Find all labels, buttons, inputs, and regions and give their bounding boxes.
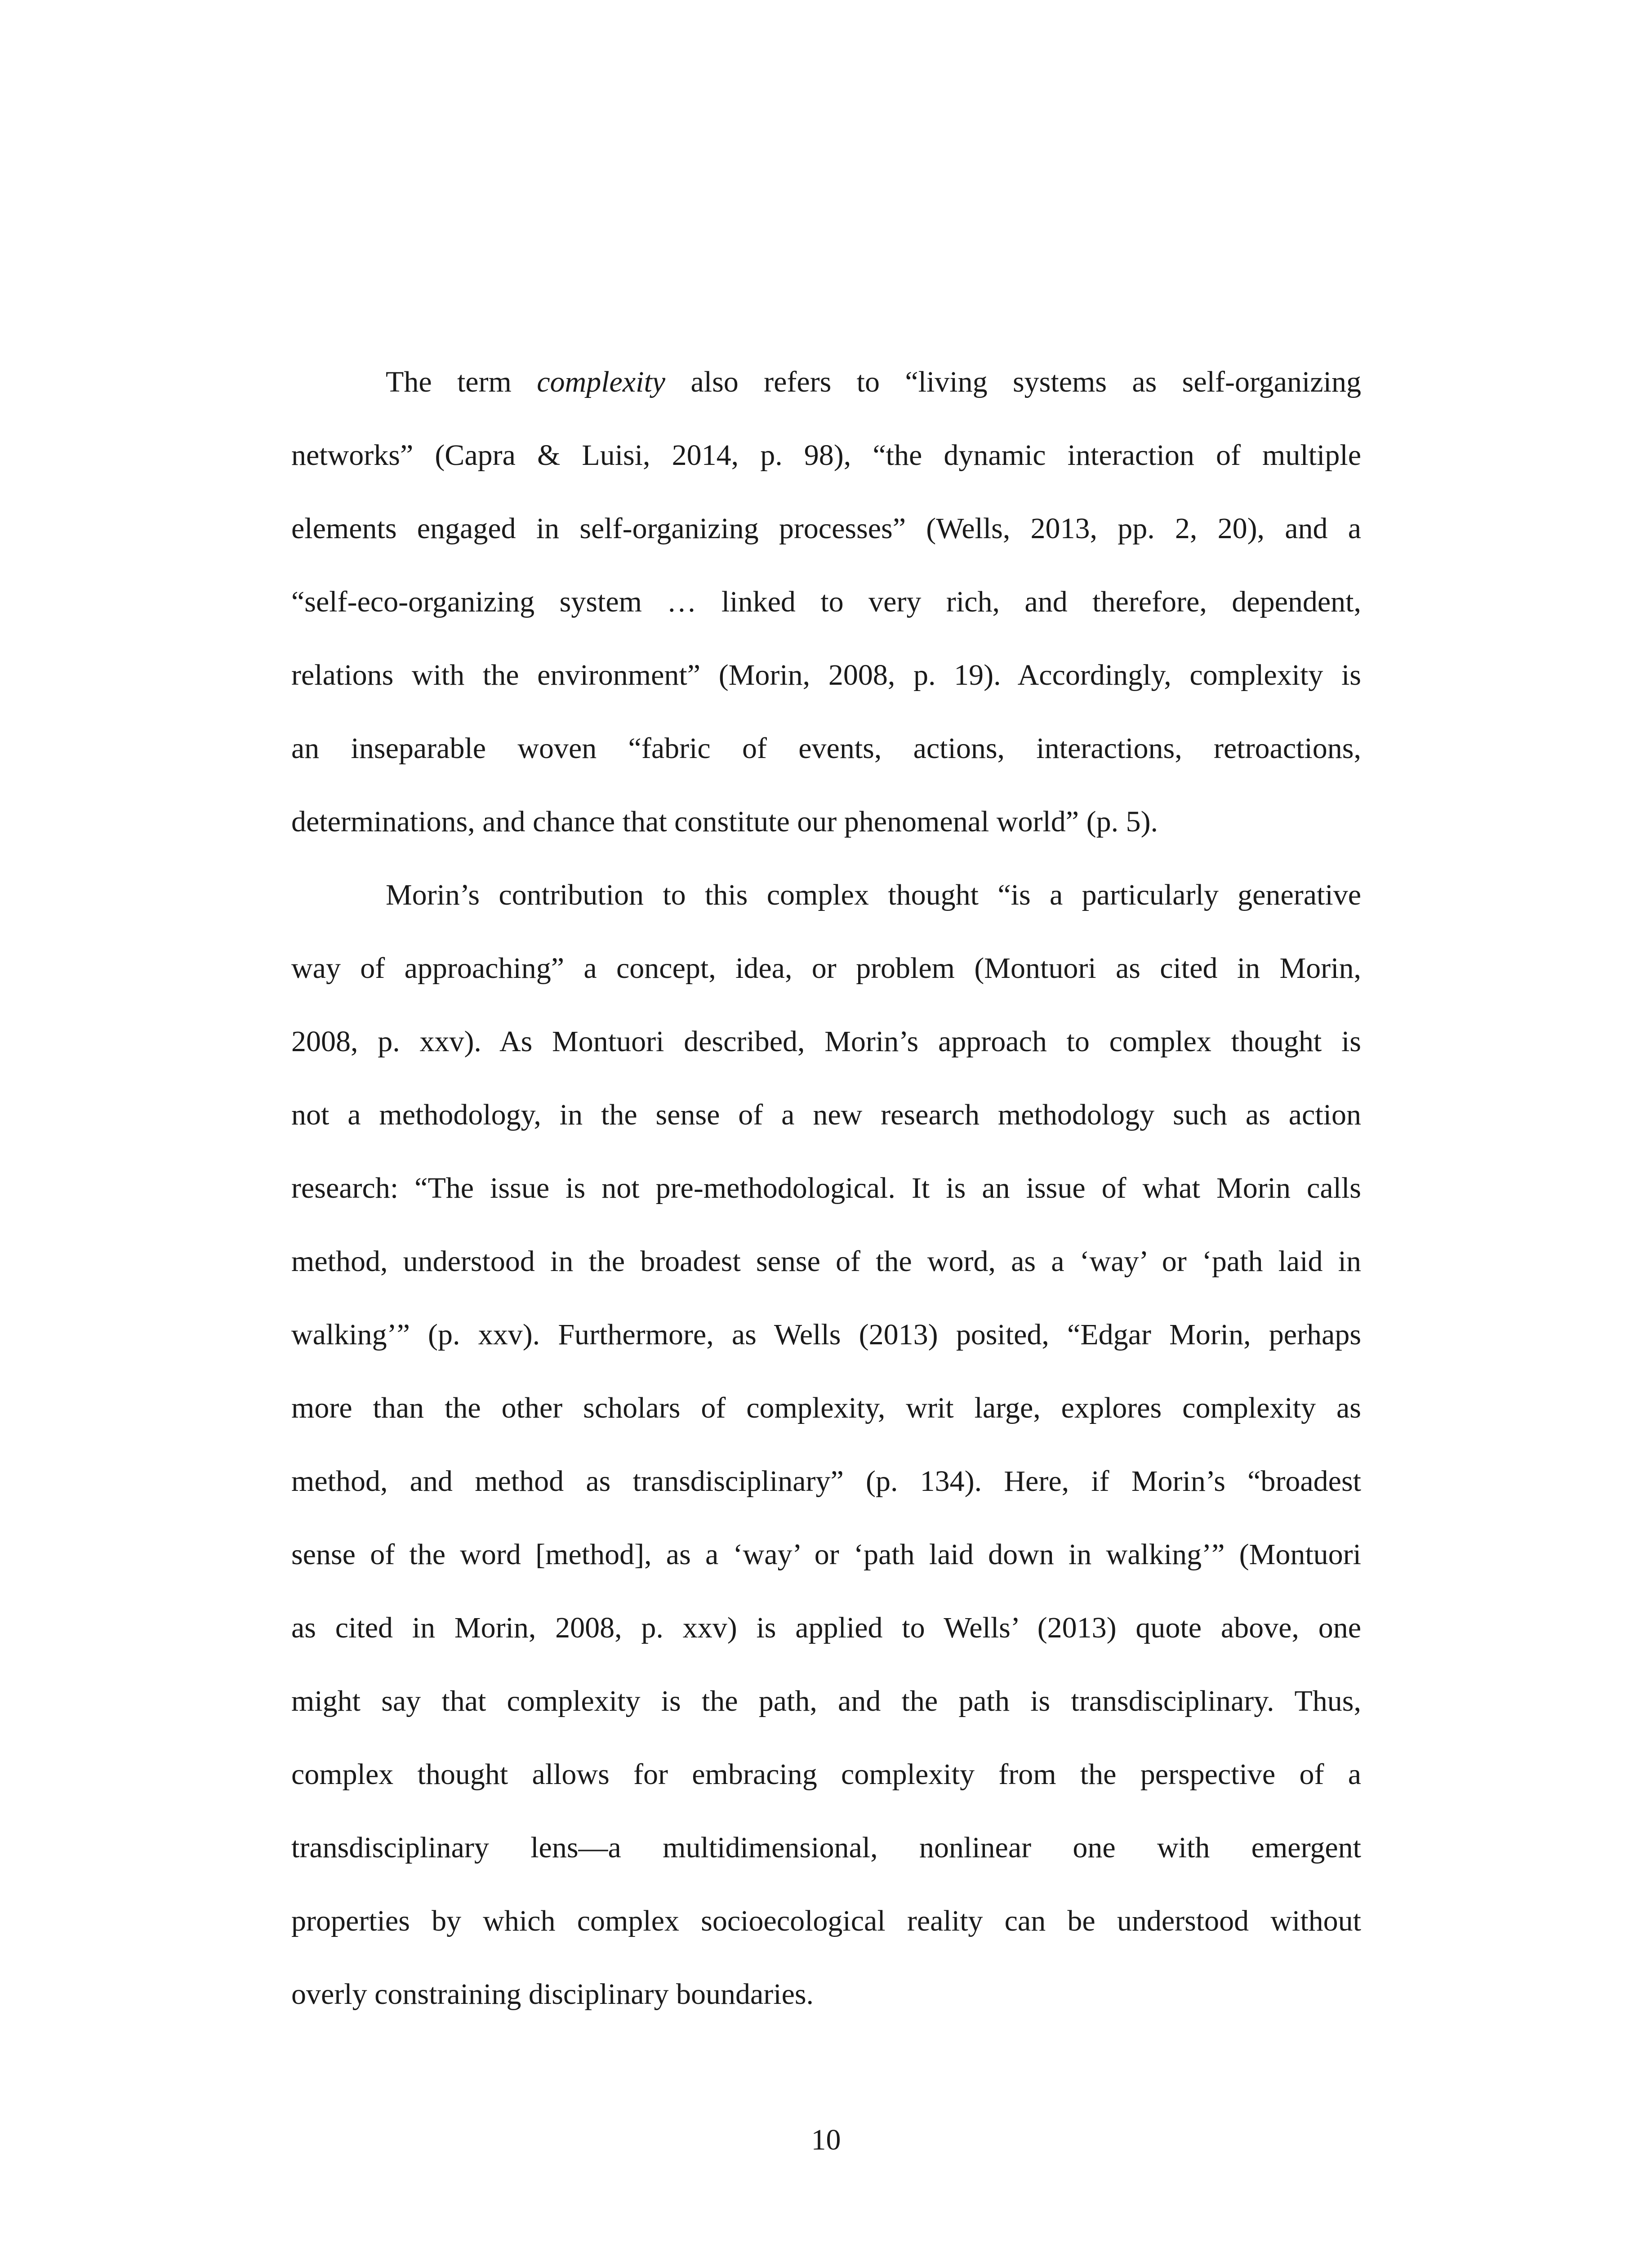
paragraph-1-line-6: an inseparable woven “fabric of events, actions, interactions, retroactions,	[291, 732, 1361, 765]
paragraph-2-line-5: research: “The issue is not pre-methodological. It is an issue of what Morin calls	[291, 1172, 1361, 1204]
line-prefix: The term	[386, 366, 537, 398]
paragraph-1-line-3: elements engaged in self-organizing processes” (Wells, 2013, pp. 2, 20), and a	[291, 512, 1361, 545]
paragraph-1-line-1	[386, 364, 1361, 400]
line-suffix: also refers to “living systems as self-organizing	[665, 366, 1361, 398]
paragraph-2-line-2: way of approaching” a concept, idea, or problem (Montuori as cited in Morin,	[291, 952, 1361, 985]
paragraph-2-line-1: Morin’s contribution to this complex thought “is a particularly generative	[386, 879, 1361, 911]
italic-term: complexity	[537, 366, 666, 398]
paragraph-2-line-4: not a methodology, in the sense of a new research methodology such as action	[291, 1098, 1361, 1131]
paragraph-1-line-2: networks” (Capra & Luisi, 2014, p. 98), “the dynamic interaction of multiple	[291, 439, 1361, 472]
paragraph-1-line-5: relations with the environment” (Morin, 2008, p. 19). Accordingly, complexity is	[291, 659, 1361, 691]
paragraph-2-line-14: transdisciplinary lens—a multidimensional, nonlinear one with emergent	[291, 1831, 1361, 1864]
page-number: 10	[811, 2123, 841, 2156]
paragraph-2-line-9: method, and method as transdisciplinary” (p. 134). Here, if Morin’s “broadest	[291, 1465, 1361, 1498]
paragraph-2-line-11: as cited in Morin, 2008, p. xxv) is applied to Wells’ (2013) quote above, one	[291, 1611, 1361, 1644]
paragraph-1-line-4: “self-eco-organizing system … linked to very rich, and therefore, dependent,	[291, 585, 1361, 618]
paragraph-2-line-12: might say that complexity is the path, and the path is transdisciplinary. Thus,	[291, 1685, 1361, 1717]
paragraph-2-line-3: 2008, p. xxv). As Montuori described, Morin’s approach to complex thought is	[291, 1025, 1361, 1058]
paragraph-1-line-7: determinations, and chance that constitute our phenomenal world” (p. 5).	[291, 805, 1158, 838]
paragraph-2-line-16: overly constraining disciplinary boundaries.	[291, 1978, 814, 2011]
paragraph-2-line-13: complex thought allows for embracing complexity from the perspective of a	[291, 1758, 1361, 1791]
paragraph-2-line-6: method, understood in the broadest sense of the word, as a ‘way’ or ‘path laid in	[291, 1245, 1361, 1278]
paragraph-2-line-7: walking’” (p. xxv). Furthermore, as Wells (2013) posited, “Edgar Morin, perhaps	[291, 1318, 1361, 1351]
paragraph-2-line-10: sense of the word [method], as a ‘way’ or ‘path laid down in walking’” (Montuori	[291, 1538, 1361, 1571]
paragraph-2-line-8: more than the other scholars of complexity, writ large, explores complexity as	[291, 1392, 1361, 1424]
paragraph-2-line-15: properties by which complex socioecological reality can be understood without	[291, 1905, 1361, 1937]
